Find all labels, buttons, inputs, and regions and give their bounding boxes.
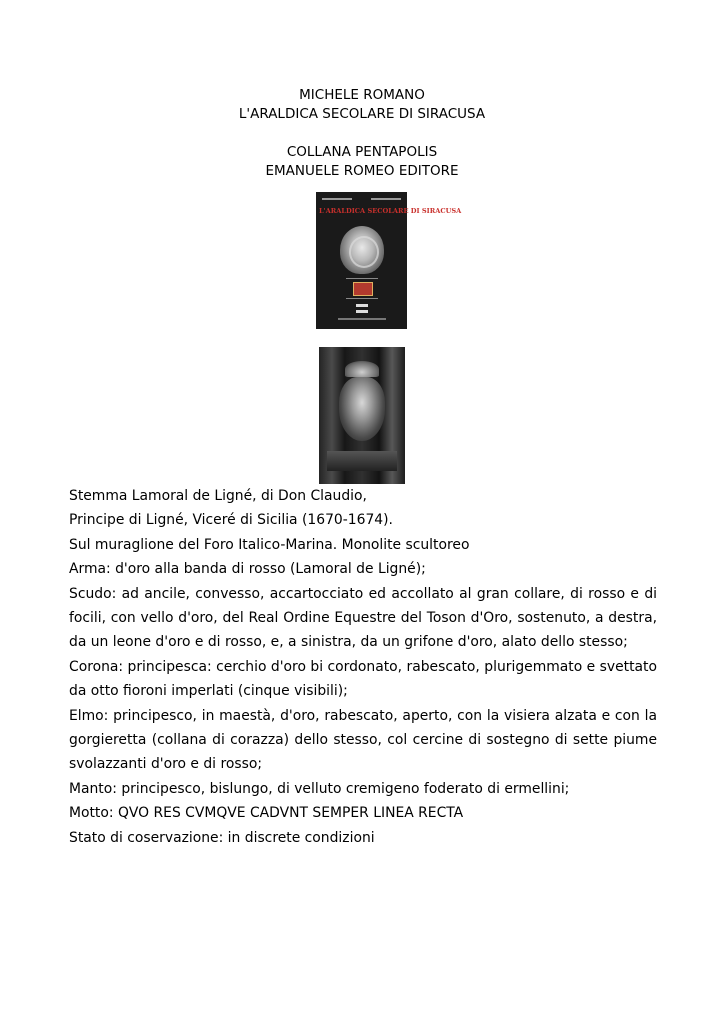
cover-top-line xyxy=(322,198,401,201)
cover-emblem-ring xyxy=(349,236,379,268)
text-line: Manto: principesco, bislungo, di velluto cremigeno foderato di ermellini; xyxy=(69,780,570,797)
publisher-logo-icon xyxy=(356,304,368,313)
author-name: MICHELE ROMANO xyxy=(299,87,425,103)
text-line: Elmo: principesco, in maestà, d'oro, rabescato, aperto, con la visiera alzata e con la gorgieretta (collana di corazza) dello stesso, col cercine di sostegno di sette piume svolazzanti d'oro e di rosso; xyxy=(69,707,657,773)
photo-shield xyxy=(339,377,385,441)
cover-badge xyxy=(353,282,373,296)
header-series-publisher xyxy=(0,143,724,181)
text-line: Principe di Ligné, Viceré di Sicilia (1670-1674). xyxy=(69,512,393,529)
text-line: Stemma Lamoral de Ligné, di Don Claudio, xyxy=(69,488,367,504)
text-line: Corona: principesca: cerchio d'oro bi cordonato, rabescato, plurigemmato e svettato da otto fioroni imperlati (cinque visibili); xyxy=(69,658,657,700)
photo-crown xyxy=(345,361,379,377)
header-author-title xyxy=(0,86,724,124)
description-text xyxy=(69,484,657,850)
coat-of-arms-photo xyxy=(319,347,405,484)
cover-rule xyxy=(346,298,378,299)
text-line: Sul muraglione del Foro Italico-Marina. Monolite scultoreo xyxy=(69,536,470,553)
text-line: Stato di coservazione: in discrete condizioni xyxy=(69,829,375,846)
book-title: L'ARALDICA SECOLARE DI SIRACUSA xyxy=(238,106,486,122)
publisher-name: EMANUELE ROMEO EDITORE xyxy=(265,163,459,179)
cover-rule xyxy=(346,278,378,279)
cover-title: L'ARALDICA SECOLARE DI SIRACUSA xyxy=(319,207,462,215)
series-name: COLLANA PENTAPOLIS xyxy=(286,144,438,160)
text-line: Motto: QVO RES CVMQVE CADVNT SEMPER LINEA RECTA xyxy=(69,805,464,822)
text-line: Scudo: ad ancile, convesso, accartocciato ed accollato al gran collare, di rosso e di focili, con vello d'oro, del Real Ordine Equestre del Toson d'Oro, sostenuto, a destra, da un leone d'oro e di rosso, e, a sinistra, da un grifone d'oro, alato dello stesso; xyxy=(69,585,657,651)
text-line: Arma: d'oro alla banda di rosso (Lamoral de Ligné); xyxy=(69,561,426,578)
cover-publisher-line xyxy=(338,318,386,320)
book-cover-image xyxy=(316,192,462,329)
photo-base xyxy=(327,451,397,471)
